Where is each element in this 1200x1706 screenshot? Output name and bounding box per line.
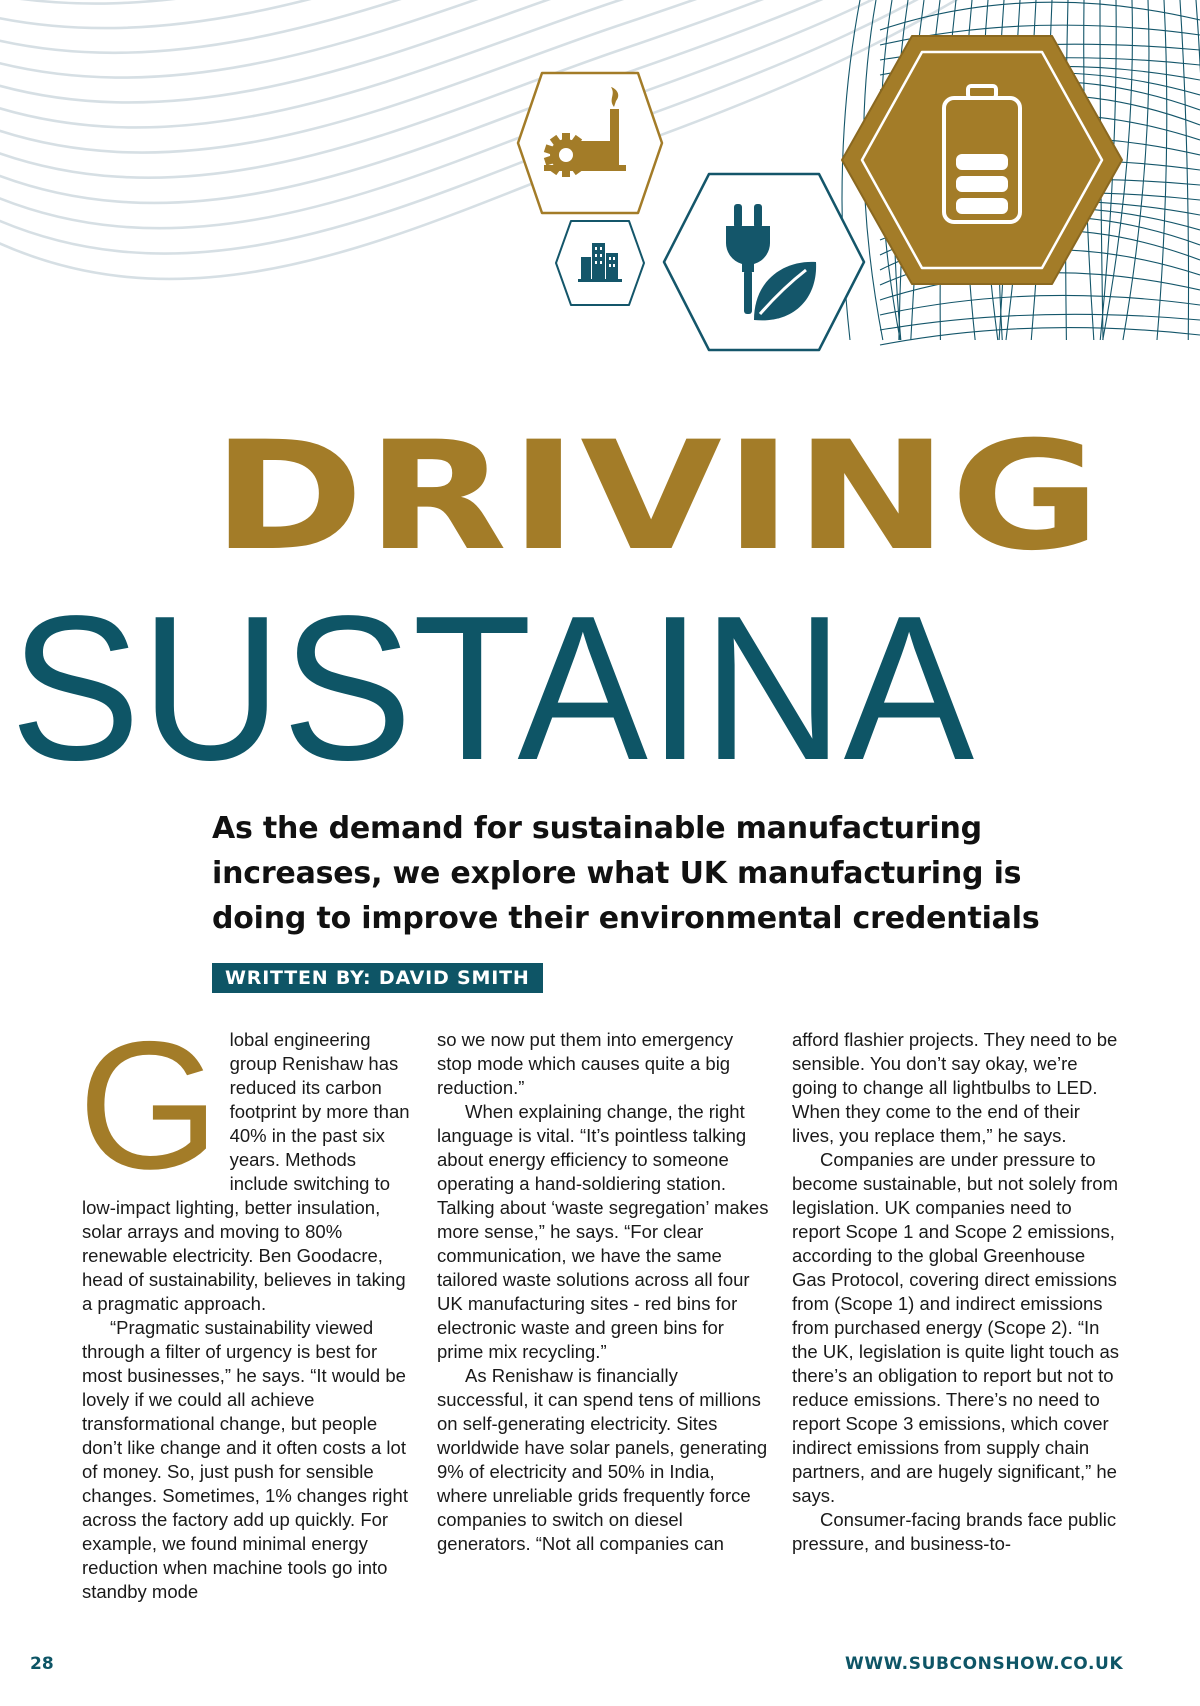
drop-cap: G — [78, 1003, 220, 1207]
wave-line — [0, 0, 1000, 4]
headline-line-1: DRIVING — [212, 410, 1104, 584]
article-paragraph: “Pragmatic sustainability viewed through a filter of urgency is best for most businesses,” he says. “It would be lovely if we could all achieve transformational change, but people don’t like change and it often costs a lot of money. So, just push for sensible changes. Sometimes, 1% changes right across the factory add up quickly. For example, we found minimal energy reduction when machine tools go into standby mode — [82, 1317, 408, 1602]
website-link[interactable]: WWW.SUBCONSHOW.CO.UK — [845, 1654, 1124, 1674]
mesh-line — [1157, 0, 1167, 340]
mesh-line — [880, 295, 1200, 315]
battery-icon — [842, 36, 1122, 284]
factory-gear-icon — [518, 73, 662, 213]
article-column-1 — [78, 1003, 414, 1604]
mesh-line — [1180, 0, 1189, 340]
page-number: 28 — [30, 1654, 54, 1674]
wave-line — [0, 0, 1000, 28]
article-paragraph: so we now put them into emergency stop mode which causes quite a big reduction.” — [437, 1029, 734, 1098]
article-column-2 — [437, 1028, 769, 1556]
article-paragraph: When explaining change, the right language is vital. “It’s pointless talking about energy efficiency to someone operating a hand-soldiering station. Talking about ‘waste segregation’ makes more sense,” he says. “For clear communication, we have the same tailored waste solutions across all four UK manufacturing sites - red bins for electronic waste and green bins for prime mix recycling.” — [437, 1101, 769, 1362]
standfirst: As the demand for sustainable manufacturing increases, we explore what UK manufacturing is doing to improve their environmental credentials — [212, 811, 1040, 936]
article-paragraph: afford flashier projects. They need to be sensible. You don’t say okay, we’re going to change all lightbulbs to LED. When they come to the end of their lives, you replace them,” he says. — [792, 1029, 1118, 1146]
article-column-3 — [792, 1028, 1124, 1556]
article-paragraph: As Renishaw is financially successful, it can spend tens of millions on self-generating electricity. Sites worldwide have solar panels, generating 9% of electricity and 50% in India, where unreliable grids frequently force companies to switch on diesel generators. “Not all companies can — [437, 1365, 768, 1554]
byline: WRITTEN BY: DAVID SMITH — [212, 963, 543, 993]
power-plug-leaf-icon — [664, 174, 864, 350]
gear-tooth — [562, 133, 570, 141]
article-paragraph: Consumer-facing brands face public pressure, and business-to- — [792, 1509, 1117, 1554]
hero-illustration — [0, 0, 1200, 370]
city-buildings-icon — [556, 221, 644, 305]
mesh-line — [880, 328, 1200, 345]
headline-line-2: SUSTAINA — [10, 573, 975, 803]
article-paragraph — [78, 1003, 414, 1316]
article-paragraph: Companies are under pressure to become sustainable, but not solely from legislation. UK companies need to report Scope 1 and Scope 2 emissions, according to the global Greenhouse Gas Protocol, covering direct emissions from (Scope 1) and indirect emissions from purchased energy (Scope 2). “In the UK, legislation is quite light touch as there’s an obligation to report but not to reduce emissions. There’s no need to report Scope 3 emissions, which cover indirect emissions from supply chain partners, and are hugely significant,” he says. — [792, 1149, 1120, 1506]
paragraph-text: lobal engineering group Renishaw has reduced its carbon footprint by more than 40% in the past six years. Methods include switching to low-impact lighting, better insulation, solar arrays and moving to 80% renewable electricity. Ben Goodacre, head of sustainability, believes in taking a pragmatic approach. — [82, 1029, 410, 1314]
mesh-line — [1123, 0, 1149, 340]
